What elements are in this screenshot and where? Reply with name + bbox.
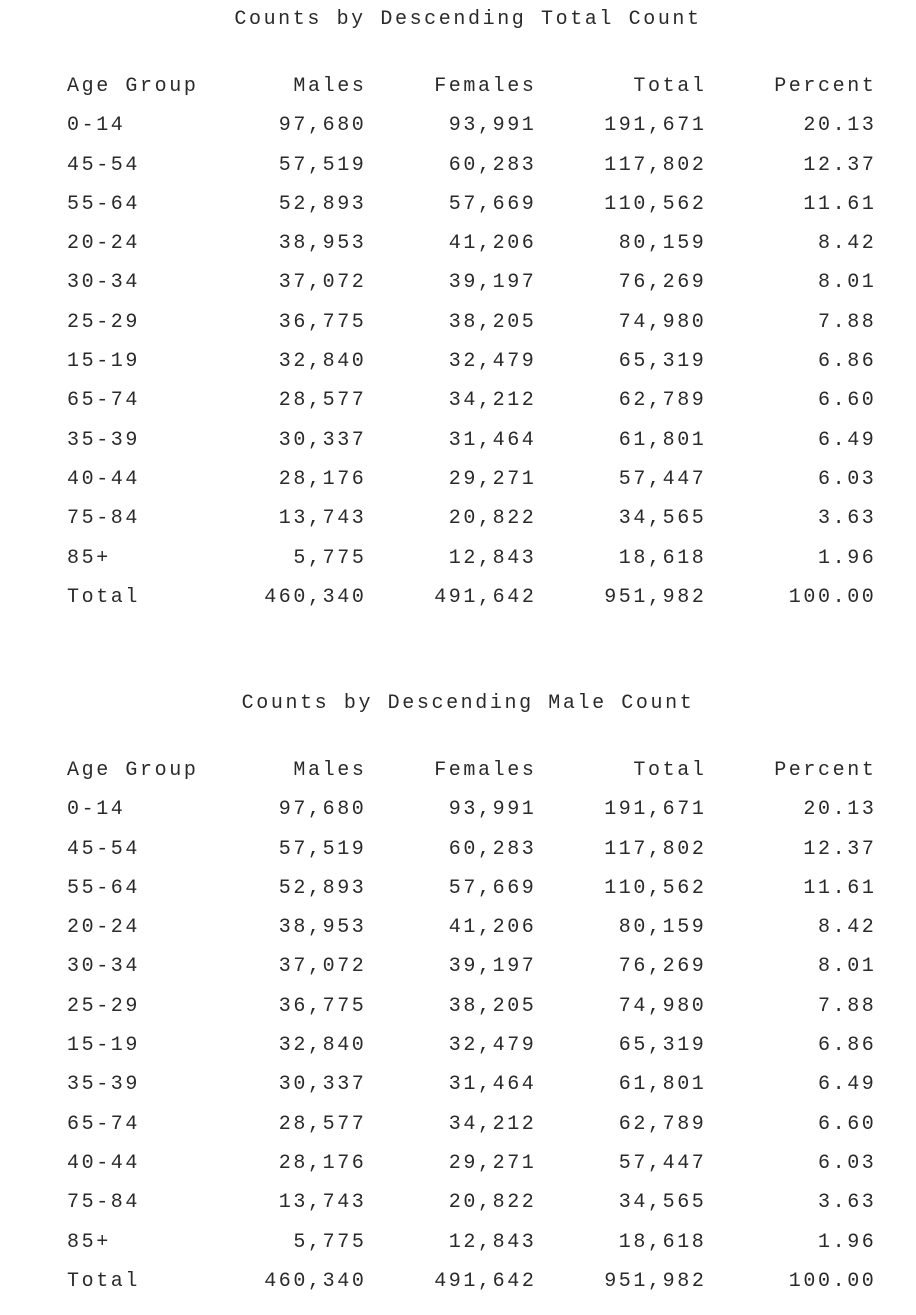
table-row (67, 185, 876, 224)
column-header-age-group: Age Group (67, 759, 199, 782)
age-group-cell: 20-24 (67, 232, 141, 256)
total-cell: 117,802 (604, 153, 707, 177)
males-cell: 5,775 (293, 546, 367, 570)
females-cell: 34,212 (448, 1112, 537, 1136)
column-header-females: Females (434, 75, 537, 98)
table-row (67, 987, 876, 1026)
total-cell: 110,562 (604, 876, 707, 900)
table-body (67, 790, 876, 1301)
males-cell: 38,953 (278, 232, 367, 256)
age-group-cell: 45-54 (67, 837, 141, 861)
age-group-cell: 75-84 (67, 507, 141, 531)
females-cell: 38,205 (448, 310, 537, 334)
table-row (67, 499, 876, 538)
males-cell: 97,680 (278, 798, 367, 822)
females-cell: 34,212 (448, 389, 537, 413)
column-header-males: Males (293, 75, 367, 98)
males-cell: 52,893 (278, 192, 367, 216)
percent-cell: 6.60 (818, 1112, 877, 1136)
age-group-cell: 55-64 (67, 192, 141, 216)
table-title: Counts by Descending Total Count (234, 8, 702, 31)
total-cell: 65,319 (618, 350, 707, 374)
table-body (67, 106, 876, 617)
total-cell: 62,789 (618, 389, 707, 413)
males-cell: 36,775 (278, 310, 367, 334)
percent-cell: 11.61 (803, 876, 877, 900)
column-header-total: Total (633, 75, 707, 98)
total-cell: 61,801 (618, 428, 707, 452)
percent-cell: 6.49 (818, 428, 877, 452)
females-cell: 32,479 (448, 1034, 537, 1058)
table-row (67, 1026, 876, 1065)
table-row (67, 790, 876, 829)
age-group-cell: 20-24 (67, 916, 141, 940)
females-cell: 12,843 (448, 546, 537, 570)
females-cell: 491,642 (434, 585, 537, 609)
total-cell: 74,980 (618, 994, 707, 1018)
table-row (67, 303, 876, 342)
age-group-cell: 15-19 (67, 350, 141, 374)
table-row (67, 146, 876, 185)
column-header-age-group: Age Group (67, 75, 199, 98)
males-cell: 37,072 (278, 271, 367, 295)
males-cell: 57,519 (278, 153, 367, 177)
age-group-cell: 30-34 (67, 955, 141, 979)
males-cell: 30,337 (278, 428, 367, 452)
males-cell: 97,680 (278, 114, 367, 138)
males-cell: 460,340 (264, 585, 367, 609)
data-table (67, 751, 876, 1301)
age-group-cell: 85+ (67, 1230, 111, 1254)
table-row (67, 908, 876, 947)
total-cell: 62,789 (618, 1112, 707, 1136)
total-cell: 74,980 (618, 310, 707, 334)
age-group-cell: 0-14 (67, 798, 126, 822)
table-row (67, 224, 876, 263)
age-group-cell: 40-44 (67, 1151, 141, 1175)
males-cell: 52,893 (278, 876, 367, 900)
table-row (67, 263, 876, 302)
age-group-cell: 55-64 (67, 876, 141, 900)
column-header-total: Total (633, 759, 707, 782)
percent-cell: 6.86 (818, 350, 877, 374)
percent-cell: 20.13 (803, 114, 877, 138)
table-row (67, 1223, 876, 1262)
table-row (67, 381, 876, 420)
total-cell: 951,982 (604, 1269, 707, 1293)
column-header-percent: Percent (774, 75, 877, 98)
females-cell: 57,669 (448, 192, 537, 216)
females-cell: 491,642 (434, 1269, 537, 1293)
total-cell: 34,565 (618, 507, 707, 531)
males-cell: 37,072 (278, 955, 367, 979)
percent-cell: 7.88 (818, 310, 877, 334)
column-header-males: Males (293, 759, 367, 782)
total-row (67, 578, 876, 617)
table-row (67, 1183, 876, 1222)
total-cell: 191,671 (604, 798, 707, 822)
table-row (67, 460, 876, 499)
total-cell: 80,159 (618, 916, 707, 940)
age-group-cell: 30-34 (67, 271, 141, 295)
males-cell: 5,775 (293, 1230, 367, 1254)
females-cell: 41,206 (448, 916, 537, 940)
percent-cell: 11.61 (803, 192, 877, 216)
header-row (67, 67, 876, 106)
age-group-cell: Total (67, 585, 141, 609)
total-cell: 65,319 (618, 1034, 707, 1058)
percent-cell: 8.01 (818, 271, 877, 295)
percent-cell: 8.42 (818, 232, 877, 256)
age-group-cell: 25-29 (67, 994, 141, 1018)
males-cell: 13,743 (278, 1191, 367, 1215)
males-cell: 32,840 (278, 1034, 367, 1058)
percent-cell: 100.00 (788, 1269, 877, 1293)
table-row (67, 1144, 876, 1183)
females-cell: 20,822 (448, 1191, 537, 1215)
total-cell: 117,802 (604, 837, 707, 861)
females-cell: 32,479 (448, 350, 537, 374)
age-group-cell: 40-44 (67, 467, 141, 491)
females-cell: 93,991 (448, 114, 537, 138)
females-cell: 31,464 (448, 1073, 537, 1097)
percent-cell: 1.96 (818, 1230, 877, 1254)
percent-cell: 100.00 (788, 585, 877, 609)
percent-cell: 6.60 (818, 389, 877, 413)
females-cell: 57,669 (448, 876, 537, 900)
males-cell: 28,176 (278, 1151, 367, 1175)
percent-cell: 3.63 (818, 1191, 877, 1215)
table-row (67, 539, 876, 578)
percent-cell: 8.42 (818, 916, 877, 940)
females-cell: 29,271 (448, 1151, 537, 1175)
table-row (67, 342, 876, 381)
header-row (67, 751, 876, 790)
percent-cell: 1.96 (818, 546, 877, 570)
percent-cell: 7.88 (818, 994, 877, 1018)
total-cell: 110,562 (604, 192, 707, 216)
males-cell: 32,840 (278, 350, 367, 374)
age-group-cell: 65-74 (67, 1112, 141, 1136)
percent-cell: 12.37 (803, 837, 877, 861)
total-cell: 18,618 (618, 1230, 707, 1254)
table-row (67, 947, 876, 986)
table-row (67, 1065, 876, 1104)
table-row (67, 106, 876, 145)
column-header-females: Females (434, 759, 537, 782)
percent-cell: 20.13 (803, 798, 877, 822)
age-group-cell: 15-19 (67, 1034, 141, 1058)
males-cell: 460,340 (264, 1269, 367, 1293)
percent-cell: 12.37 (803, 153, 877, 177)
age-group-cell: Total (67, 1269, 141, 1293)
table-row (67, 869, 876, 908)
age-group-cell: 65-74 (67, 389, 141, 413)
table-row (67, 421, 876, 460)
percent-cell: 8.01 (818, 955, 877, 979)
females-cell: 20,822 (448, 507, 537, 531)
age-group-cell: 85+ (67, 546, 111, 570)
total-cell: 57,447 (618, 1151, 707, 1175)
total-cell: 76,269 (618, 271, 707, 295)
females-cell: 39,197 (448, 271, 537, 295)
males-cell: 30,337 (278, 1073, 367, 1097)
total-cell: 57,447 (618, 467, 707, 491)
females-cell: 12,843 (448, 1230, 537, 1254)
males-cell: 13,743 (278, 507, 367, 531)
age-group-cell: 25-29 (67, 310, 141, 334)
percent-cell: 6.86 (818, 1034, 877, 1058)
total-cell: 951,982 (604, 585, 707, 609)
females-cell: 29,271 (448, 467, 537, 491)
total-cell: 18,618 (618, 546, 707, 570)
total-cell: 76,269 (618, 955, 707, 979)
males-cell: 36,775 (278, 994, 367, 1018)
percent-cell: 6.49 (818, 1073, 877, 1097)
percent-cell: 6.03 (818, 1151, 877, 1175)
age-group-cell: 35-39 (67, 1073, 141, 1097)
females-cell: 39,197 (448, 955, 537, 979)
age-group-cell: 75-84 (67, 1191, 141, 1215)
males-cell: 28,577 (278, 1112, 367, 1136)
percent-cell: 3.63 (818, 507, 877, 531)
females-cell: 60,283 (448, 837, 537, 861)
females-cell: 93,991 (448, 798, 537, 822)
females-cell: 31,464 (448, 428, 537, 452)
table-title: Counts by Descending Male Count (241, 692, 695, 715)
column-header-percent: Percent (774, 759, 877, 782)
females-cell: 41,206 (448, 232, 537, 256)
age-group-cell: 0-14 (67, 114, 126, 138)
total-cell: 191,671 (604, 114, 707, 138)
males-cell: 28,577 (278, 389, 367, 413)
females-cell: 38,205 (448, 994, 537, 1018)
age-group-cell: 35-39 (67, 428, 141, 452)
data-table (67, 67, 876, 617)
males-cell: 57,519 (278, 837, 367, 861)
males-cell: 28,176 (278, 467, 367, 491)
total-cell: 34,565 (618, 1191, 707, 1215)
total-cell: 61,801 (618, 1073, 707, 1097)
table-row (67, 1105, 876, 1144)
table-row (67, 830, 876, 869)
total-row (67, 1262, 876, 1301)
males-cell: 38,953 (278, 916, 367, 940)
females-cell: 60,283 (448, 153, 537, 177)
total-cell: 80,159 (618, 232, 707, 256)
age-group-cell: 45-54 (67, 153, 141, 177)
percent-cell: 6.03 (818, 467, 877, 491)
